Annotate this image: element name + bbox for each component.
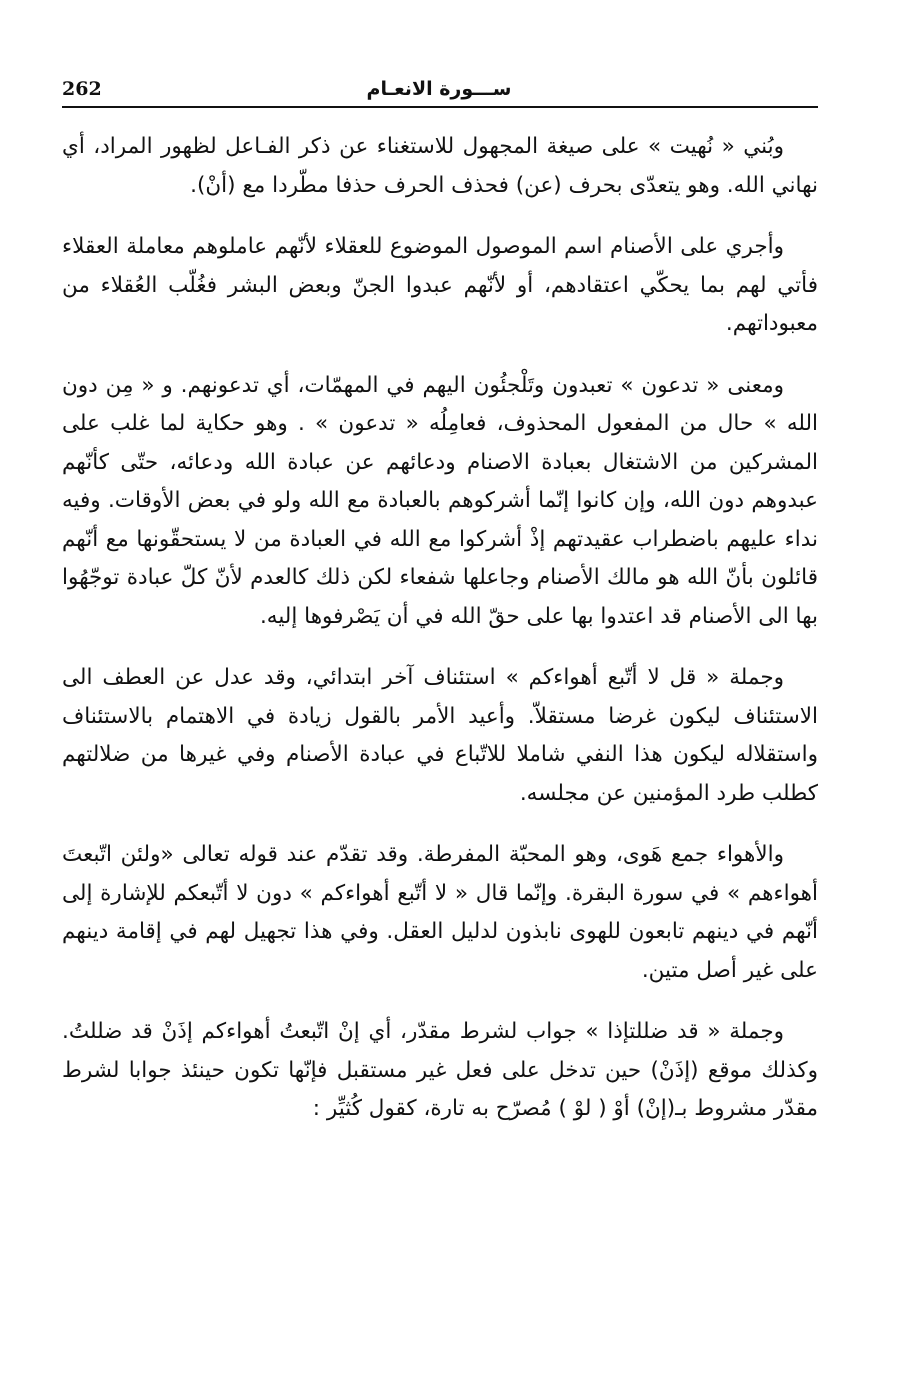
page-header	[62, 72, 816, 106]
paragraph: وجملة « قل لا أتّبع أهواءكم » استئناف آخر ابتدائي، وقد عدل عن العطف الى الاستئناف ليكون غرضا مستقلاّ. وأعيد الأمر بالقول زيادة في الاهتمام بالاستئناف واستقلاله ليكون هذا النفي شاملا للاتّباع في عبادة الأصنام وفي غيرها من ضلالتهم كطلب طرد المؤمنين عن مجلسه.	[62, 665, 818, 806]
paragraph: وبُني « نُهيت » على صيغة المجهول للاستغناء عن ذكر الفـاعل لظهور المراد، أي نهاني الله. وهو يتعدّى بحرف (عن) فحذف الحرف حذفا مطّردا مع (أنْ).	[62, 134, 818, 198]
paragraph: والأهواء جمع هَوى، وهو المحبّة المفرطة. وقد تقدّم عند قوله تعالى «ولئن اتّبعتَ أهواءهم » في سورة البقرة. وإنّما قال « لا أتّبع أهواءكم » دون لا أتّبعكم للإشارة إلى أنّهم في دينهم تابعون للهوى نابذون لدليل العقل. وفي هذا تجهيل لهم في إقامة دينهم على غير أصل متين.	[62, 842, 818, 983]
running-title: ســـورة الانعـام	[366, 78, 512, 100]
paragraph: ومعنى « تدعون » تعبدون وتَلْجئُون اليهم في المهمّات، أي تدعونهم. و « مِن دون الله » حال من المفعول المحذوف، فعامِلُه « تدعون » . وهو حكاية لما غلب على المشركين من الاشتغال بعبادة الاصنام ودعائهم عن عبادة الله ودعائه، حتّى كأنّهم عبدوهم دون الله، وإن كانوا إنّما أشركوهم بالعبادة مع الله ولو في بعض الأوقات. وفيه نداء عليهم باضطراب عقيدتهم إذْ أشركوا مع الله في العبادة من لا يستحقّونها مع أنّهم قائلون بأنّ الله هو مالك الأصنام وجاعلها شفعاء لكن ذلك كالعدم لأنّ كلّ عبادة توجّهُوا بها الى الأصنام قد اعتدوا بها على حقّ الله في أن يَصْرفوها إليه.	[62, 372, 818, 629]
page-number: 262	[62, 78, 102, 100]
body-text	[62, 128, 818, 1152]
paragraph: وأجري على الأصنام اسم الموصول الموضوع للعقلاء لأنّهم عاملوهم معاملة العقلاء فأتي لهم بما يحكّي اعتقادهم، أو لأنّهم عبدوا الجنّ وبعض البشر فغُلّب العُقلاء من معبوداتهم.	[62, 234, 818, 336]
paragraph: وجملة « قد ضللتإذا » جواب لشرط مقدّر، أي إنْ اتّبعتُ أهواءكم إذَنْ قد ضللتُ. وكذلك موقع (إذَنْ) حين تدخل على فعل غير مستقبل فإنّها تكون حينئذ جوابا لشرط مقدّر مشروط بـ(إنْ) أوْ ( لوْ ) مُصرّح به تارة، كقول كُثيِّر :	[62, 1019, 818, 1121]
header-rule	[62, 106, 818, 108]
